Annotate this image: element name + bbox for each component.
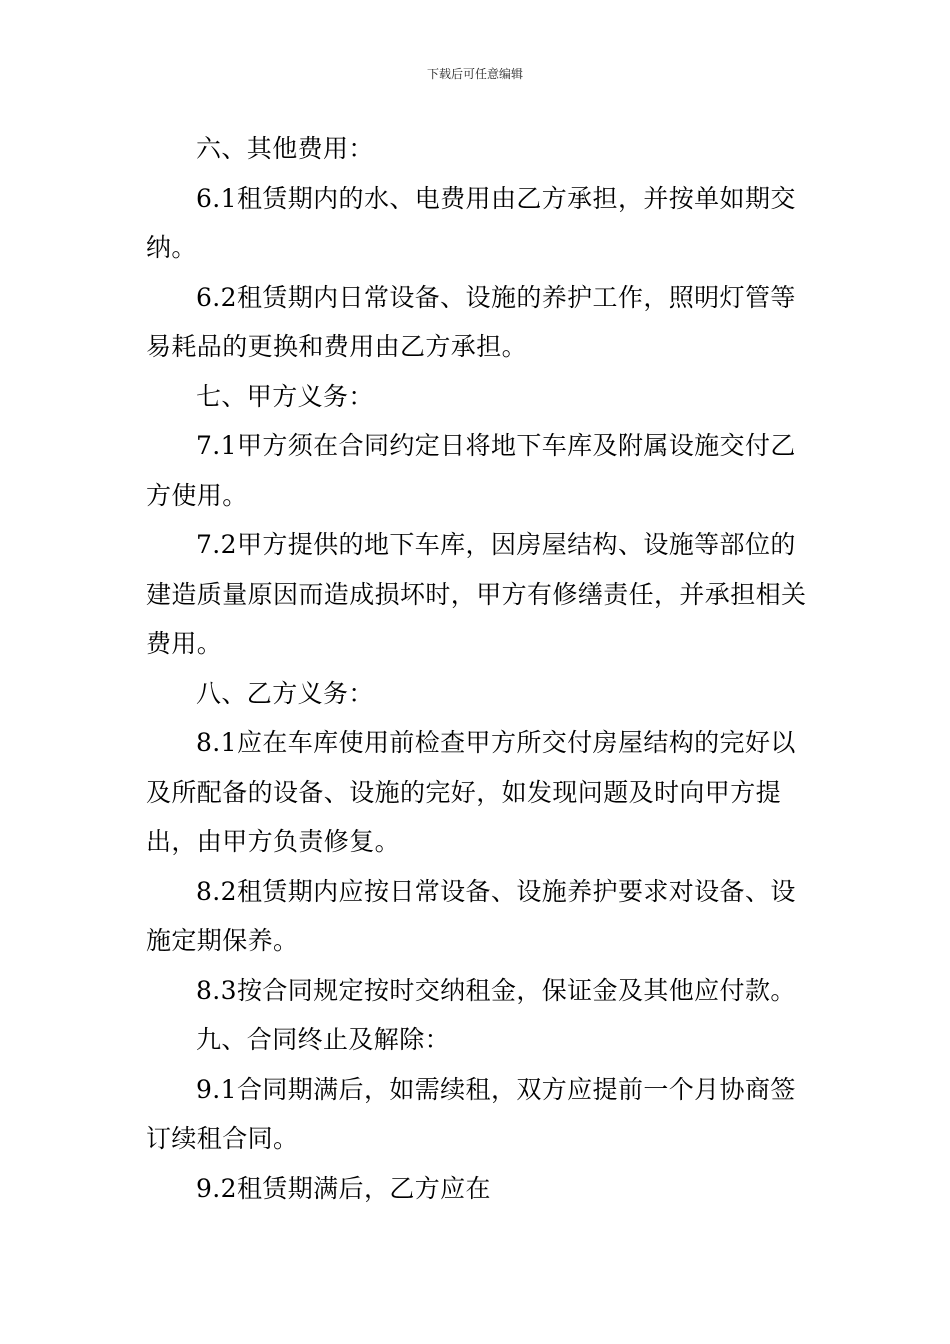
clause-6-2: 6.2租赁期内日常设备、设施的养护工作，照明灯管等易耗品的更换和费用由乙方承担。 (146, 282, 796, 361)
section-heading-other-fees: 六、其他费用： (196, 134, 374, 163)
clause-6-1: 6.1租赁期内的水、电费用由乙方承担，并按单如期交纳。 (146, 183, 796, 262)
clause-9-2: 9.2租赁期满后，乙方应在 (196, 1173, 491, 1203)
section-heading-termination: 九、合同终止及解除： (196, 1025, 451, 1054)
clause-7-2: 7.2甲方提供的地下车库，因房屋结构、设施等部位的建造质量原因而造成损坏时，甲方有修缮责任，并承担相关费用。 (146, 530, 807, 658)
clause-9-1: 9.1合同期满后，如需续租，双方应提前一个月协商签订续租合同。 (146, 1074, 796, 1153)
clause-8-1: 8.1应在车库使用前检查甲方所交付房屋结构的完好以及所配备的设备、设施的完好，如发现问题及时向甲方提出，由甲方负责修复。 (146, 728, 796, 856)
section-heading-party-b-obligations: 八、乙方义务： (196, 678, 374, 708)
section-heading-party-a-obligations: 七、甲方义务： (196, 381, 374, 411)
clause-8-2: 8.2租赁期内应按日常设备、设施养护要求对设备、设施定期保养。 (146, 876, 796, 955)
document-body (146, 124, 808, 1213)
clause-8-3: 8.3按合同规定按时交纳租金，保证金及其他应付款。 (196, 975, 796, 1005)
clause-7-1: 7.1甲方须在合同约定日将地下车库及附属设施交付乙方使用。 (146, 431, 796, 510)
page-header: 下载后可任意编辑 (426, 67, 523, 81)
